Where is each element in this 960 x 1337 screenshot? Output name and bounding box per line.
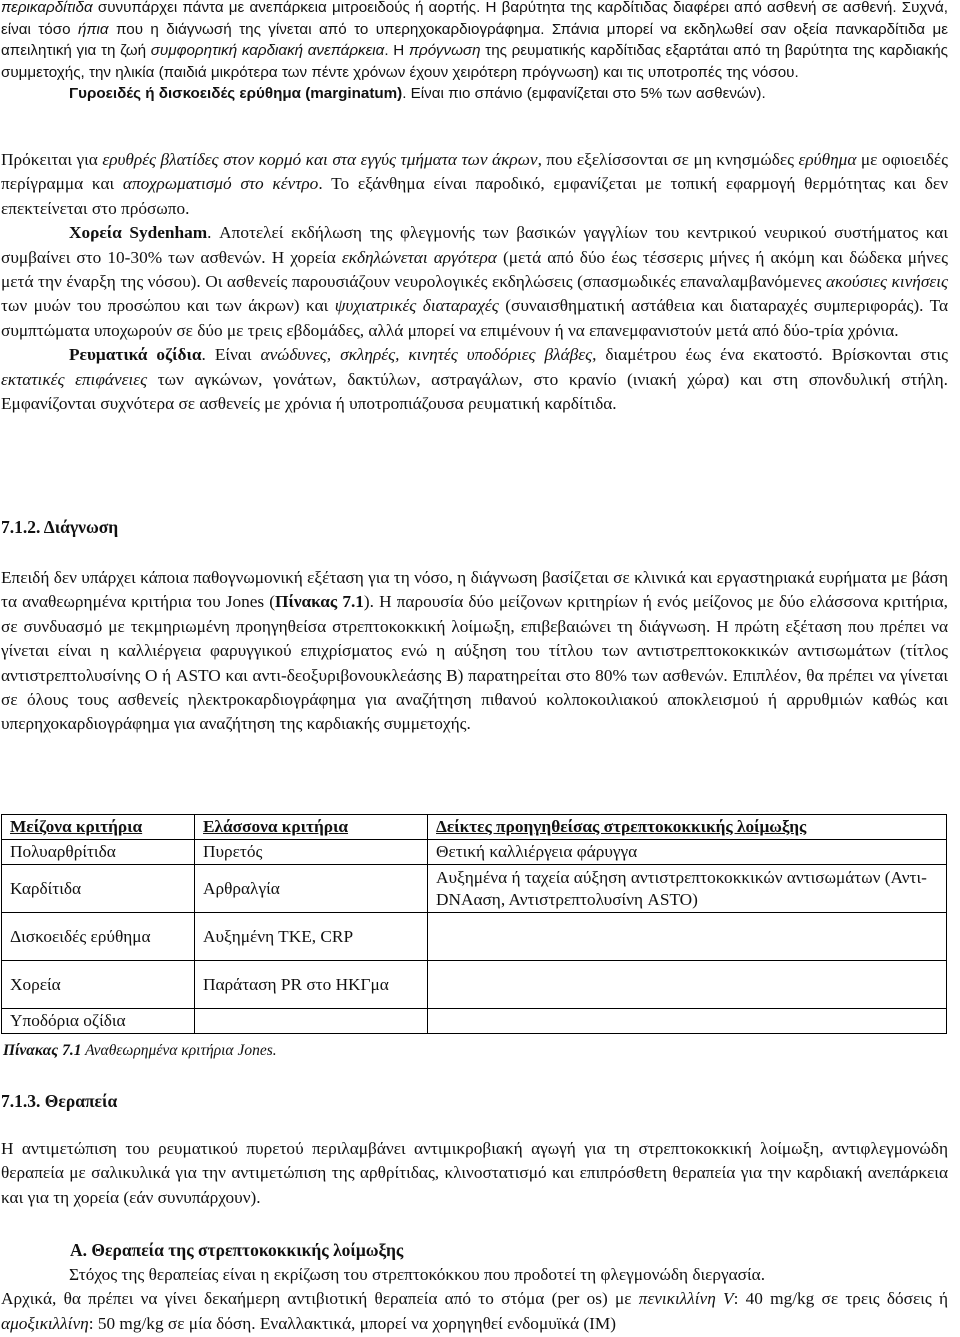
table-cell: Πολυαρθρίτιδα — [2, 840, 195, 865]
table-caption: Πίνακας 7.1 Αναθεωρημένα κριτήρια Jones. — [3, 1042, 277, 1059]
table-header-row — [2, 815, 947, 840]
text-italic: περικαρδίτιδα — [1, 0, 93, 16]
table-cell: Παράταση PR στο ΗΚΓμα — [195, 961, 428, 1009]
marginatum-term: Γυροειδές ή δισκοειδές ερύθημα (marginatum) — [69, 85, 403, 103]
table-cell: Αυξημένα ή ταχεία αύξηση αντιστρεπτοκοκκικών αντισωμάτων (Αντι-DNAαση, Αντιστρεπτολυσίνη ASTO) — [428, 865, 947, 913]
paragraph-chorea: Χορεία Sydenham. Αποτελεί εκδήλωση της φλεγμονής των βασικών γαγγλίων του κεντρικού νευρικού συστήματος και συμβαίνει στο 10-30% των ασθενών. Η χορεία εκδηλώνεται αργότερα (μετά από δύο έως τέσσερις μήνες ή ακόμη και δώδεκα μήνες μετά την έναρξη της νόσου). Οι ασθενείς παρουσιάζουν νευρολογικές εκδηλώσεις (σπασμωδικές επαναλαμβανόμενες ακούσιες κινήσεις των μυών του προσώπου και των άκρων) και ψυχιατρικές διαταραχές (συναισθηματική αστάθεια και διαταραχές συμπεριφοράς). Τα συμπτώματα υποχωρούν σε δύο με τρεις εβδομάδες, αλλά μπορεί να επιμένουν ή να επανεμφανιστούν μετά από δύο-τρία χρόνια. — [1, 223, 949, 340]
paragraph-erythema-description: Πρόκειται για ερυθρές βλατίδες στον κορμό και στα εγγύς τμήματα των άκρων, που εξελίσσονται σε μη κνησμώδες ερύθημα με οφιοειδές περίγραμμα και αποχρωματισμό στο κέντρο. Το εξάνθημα είναι παροδικό, εμφανίζεται με τοπική εφαρμογή θερμότητας και δεν επεκτείνεται στο πρόσωπο. Χορεία Sydenham. Αποτελεί εκδήλωση της φλεγμονής των βασικών γαγγλίων του κεντρικού νευρικού συστήματος και συμβαίνει στο 10-30% των ασθενών. Η χορεία εκδηλώνεται αργότερα (μετά από δύο έως τέσσερις μήνες ή ακόμη και δώδεκα μήνες μετά την έναρξη της νόσου). Οι ασθενείς παρουσιάζουν νευρολογικές εκδηλώσεις (σπασμωδικές επαναλαμβανόμενες ακούσιες κινήσεις των μυών του προσώπου και των άκρων) και ψυχιατρικές διαταραχές (συναισθηματική αστάθεια και διαταραχές συμπεριφοράς). Τα συμπτώματα υποχωρούν σε δύο με τρεις εβδομάδες, αλλά μπορεί να επιμένουν ή να επανεμφανιστούν μετά από δύο-τρία χρόνια. Ρευματικά οζίδια. Είναι ανώδυνες, σκληρές, κινητές υποδόριες βλάβες, διαμέτρου έως ένα εκατοστό. Βρίσκονται στις εκτατικές επιφάνειες των αγκώνων, γονάτων, δακτύλων, αστραγάλων, στο κρανίο (ινιακή χώρα) και στη σπονδυλική στήλη. Εμφανίζονται συχνότερα σε ασθενείς με χρόνια ή υποτροπιάζουσα ρευματική καρδίτιδα. — [1, 148, 948, 416]
paragraph-diagnosis: Επειδή δεν υπάρχει κάποια παθογνωμονική εξέταση για τη νόσο, η διάγνωση βασίζεται σε κλινικά και εργαστηριακά ευρήματα με βάση τα αναθεωρημένα κριτήρια του Jones (Πίνακας 7.1). Η παρουσία δύο μείζονων κριτηρίων ή ενός μείζονος με δύο ελάσσονα κριτήρια, σε συνδυασμό με τεκμηριωμένη προηγηθείσα στρεπτοκοκκική λοίμωξη, επιβεβαιώνει τη διάγνωση. Η πρώτη εξέταση που πρέπει να γίνεται είναι η καλλιέργεια φαρυγγικού επιχρίσματος ενώ η αύξηση του τίτλου των αντιστρεπτοκοκκικών αντισωμάτων (τίτλος αντιστρεπτολυσίνης Ο ή ASTO και αντι-δεοξυριβονουκλεάσης Β) παρατηρείται στο 80% των ασθενών. Επιπλέον, θα πρέπει να γίνεται σε όλους τους ασθενείς ηλεκτροκαρδιογράφημα για αναζήτηση πιθανού κολποκοιλιακού αποκλεισμού ή αρρυθμιών καθώς και υπερηχοκαρδιογράφημα για αναζήτηση της καρδιακής συμμετοχής. — [1, 568, 948, 734]
subsection-heading-strep: Α. Θεραπεία της στρεπτοκοκκικής λοίμωξης — [70, 1240, 404, 1260]
table-row — [2, 1009, 947, 1034]
table-cell — [428, 913, 947, 961]
table-cell: Υποδόρια οζίδια — [2, 1009, 195, 1034]
table-cell: Χορεία — [2, 961, 195, 1009]
table-row — [2, 865, 947, 913]
table-cell — [195, 1009, 428, 1034]
table-cell: Καρδίτιδα — [2, 865, 195, 913]
section-heading-treatment: 7.1.3. Θεραπεία — [1, 1091, 118, 1111]
section-heading-diagnosis: 7.1.2. Διάγνωση — [1, 517, 119, 537]
paragraph-strep-treatment: Στόχος της θεραπείας είναι η εκρίζωση του στρεπτοκόκκου που προδοτεί τη φλεγμονώδη διεργασία. Αρχικά, θα πρέπει να γίνει δεκαήμερη αντιβιοτική θεραπεία από το στόμα (per os) με πενικιλλίνη V: 40 mg/kg σε τρεις δόσεις ή αμοξικιλλίνη: 50 mg/kg σε μία δόση. Εναλλακτικά, μπορεί να χορηγηθεί ενδομυϊκά (IM) — [1, 1265, 948, 1333]
table-cell: Θετική καλλιέργεια φάρυγγα — [428, 840, 947, 865]
paragraph-nodules: Ρευματικά οζίδια. Είναι ανώδυνες, σκληρές, κινητές υποδόριες βλάβες, διαμέτρου έως ένα εκατοστό. Βρίσκονται στις εκτατικές επιφάνειες των αγκώνων, γονάτων, δακτύλων, αστραγάλων, στο κρανίο (ινιακή χώρα) και στη σπονδυλική στήλη. Εμφανίζονται συχνότερα σε ασθενείς με χρόνια ή υποτροπιάζουσα ρευματική καρδίτιδα. — [1, 345, 948, 414]
table-row — [2, 913, 947, 961]
table-cell: Δισκοειδές ερύθημα — [2, 913, 195, 961]
table-cell: Πυρετός — [195, 840, 428, 865]
table-cell — [428, 1009, 947, 1034]
paragraph-treatment: Η αντιμετώπιση του ρευματικού πυρετού περιλαμβάνει αντιμικροβιακή αγωγή για τη στρεπτοκοκκική λοίμωξη, αντιφλεγμονώδη θεραπεία με σαλικυλικά για την αντιμετώπιση της αρθρίτιδας, κλινοστατισμό και επιπρόσθετη θεραπεία για την καρδιακή ανεπάρκεια και για τη χορεία (εάν συνυπάρχουν). — [1, 1139, 948, 1207]
paragraph-carditis: περικαρδίτιδα συνυπάρχει πάντα με ανεπάρκεια μιτροειδούς ή αορτής. Η βαρύτητα της καρδίτιδας διαφέρει από ασθενή σε ασθενή. Συχνά, είναι τόσο ήπια που η διάγνωσή της γίνεται από το υπερηχοκαρδιογράφημα. Σπάνια μπορεί να εκδηλωθεί σαν οξεία πανκαρδίτιδα με απειλητική για τη ζωή συμφορητική καρδιακή ανεπάρκεια. Η πρόγνωση της ρευματικής καρδίτιδας εξαρτάται από τη βαρύτητα της καρδιακής συμμετοχής, την ηλικία (παιδιά μικρότερα των πέντε χρόνων έχουν χειρότερη πρόγνωση) και τις υποτροπές της νόσου. Γυροειδές ή δισκοειδές ερύθημα (marginatum). Είναι πιο σπάνιο (εμφανίζεται στο 5% των ασθενών). — [1, 0, 949, 103]
table-header: Ελάσσονα κριτήρια — [195, 815, 428, 840]
jones-criteria-table — [1, 814, 947, 1034]
table-cell: Αρθραλγία — [195, 865, 428, 913]
table-cell — [428, 961, 947, 1009]
table-header: Δείκτες προηγηθείσας στρεπτοκοκκικής λοίμωξης — [428, 815, 947, 840]
table-header: Μείζονα κριτήρια — [2, 815, 195, 840]
table-row — [2, 961, 947, 1009]
table-cell: Αυξημένη ΤΚΕ, CRP — [195, 913, 428, 961]
table-row — [2, 840, 947, 865]
